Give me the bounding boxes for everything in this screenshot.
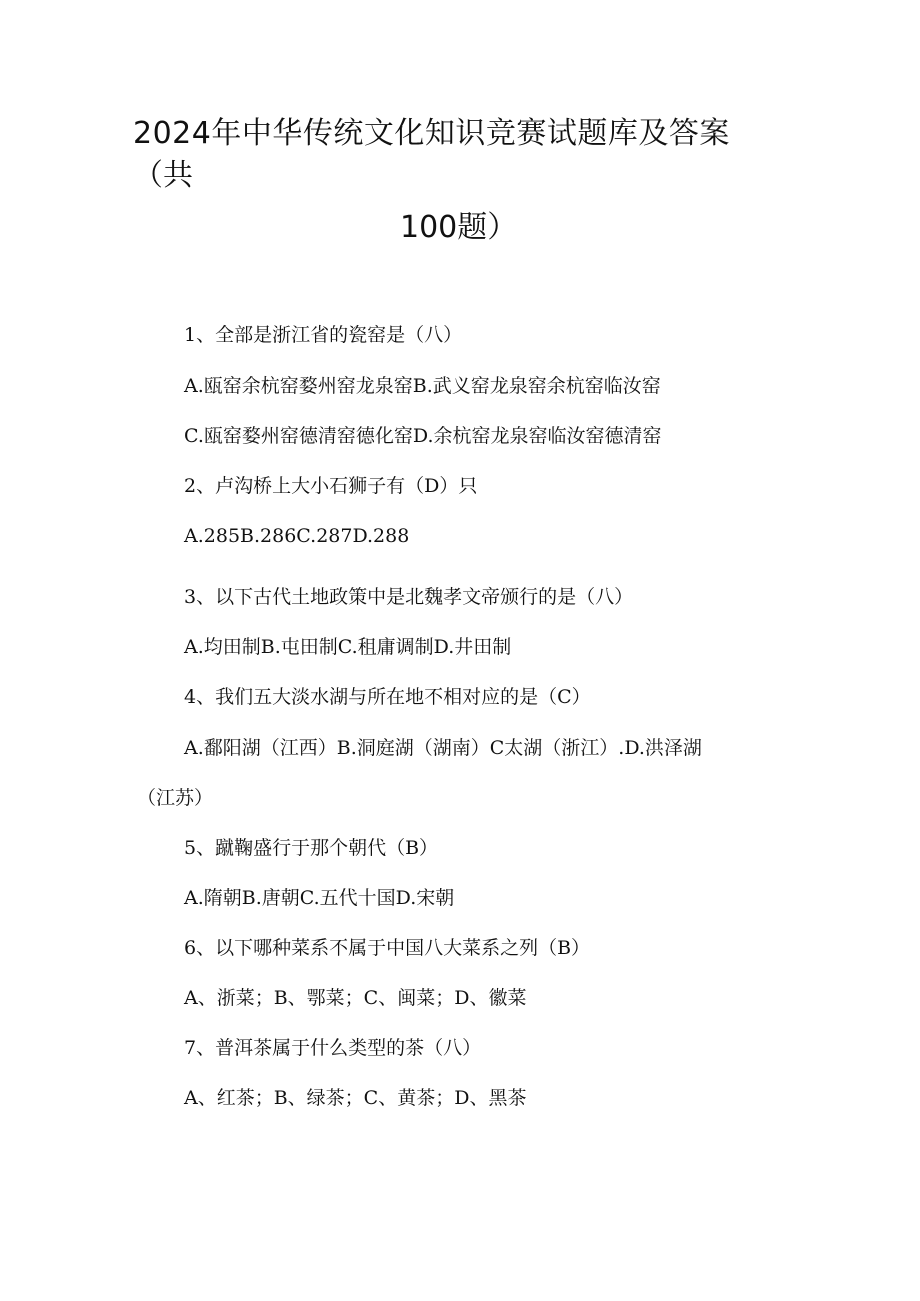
title-line-3: 100题） <box>400 210 518 245</box>
question-7: 7、普洱茶属于什么类型的茶（八） <box>184 1037 482 1059</box>
question-7-options: A、红茶；B、绿茶；C、黄茶；D、黑茶 <box>184 1087 527 1109</box>
question-2: 2、卢沟桥上大小石狮子有（D）只 <box>184 475 478 497</box>
title-line-1: 2024年中华传统文化知识竞赛试题库及答案 <box>133 116 730 151</box>
question-3: 3、以下古代土地政策中是北魏孝文帝颁行的是（八） <box>184 586 634 608</box>
question-6: 6、以下哪种菜系不属于中国八大菜系之列（B） <box>184 937 591 959</box>
question-4: 4、我们五大淡水湖与所在地不相对应的是（C） <box>184 686 591 708</box>
question-1-options-cd: C.瓯窑婺州窑德清窑德化窑D.余杭窑龙泉窑临汝窑德清窑 <box>184 425 662 447</box>
question-3-options: A.均田制B.屯田制C.租庸调制D.井田制 <box>184 636 512 658</box>
question-5-options: A.隋朝B.唐朝C.五代十国D.宋朝 <box>184 887 455 909</box>
question-5: 5、蹴鞠盛行于那个朝代（B） <box>184 837 439 859</box>
title-line-2: （共 <box>133 158 193 193</box>
question-4-options-wrap: （江苏） <box>137 787 214 809</box>
question-2-options: A.285B.286C.287D.288 <box>184 525 410 547</box>
question-1-options-ab: A.瓯窑余杭窑婺州窑龙泉窑B.武义窑龙泉窑余杭窑临汝窑 <box>184 375 661 397</box>
question-1: 1、全部是浙江省的瓷窑是（八） <box>184 324 463 346</box>
question-6-options: A、浙菜；B、鄂菜；C、闽菜；D、徽菜 <box>184 987 527 1009</box>
question-4-options: A.鄱阳湖（江西）B.洞庭湖（湖南）C太湖（浙江）.D.洪泽湖 <box>184 737 702 759</box>
